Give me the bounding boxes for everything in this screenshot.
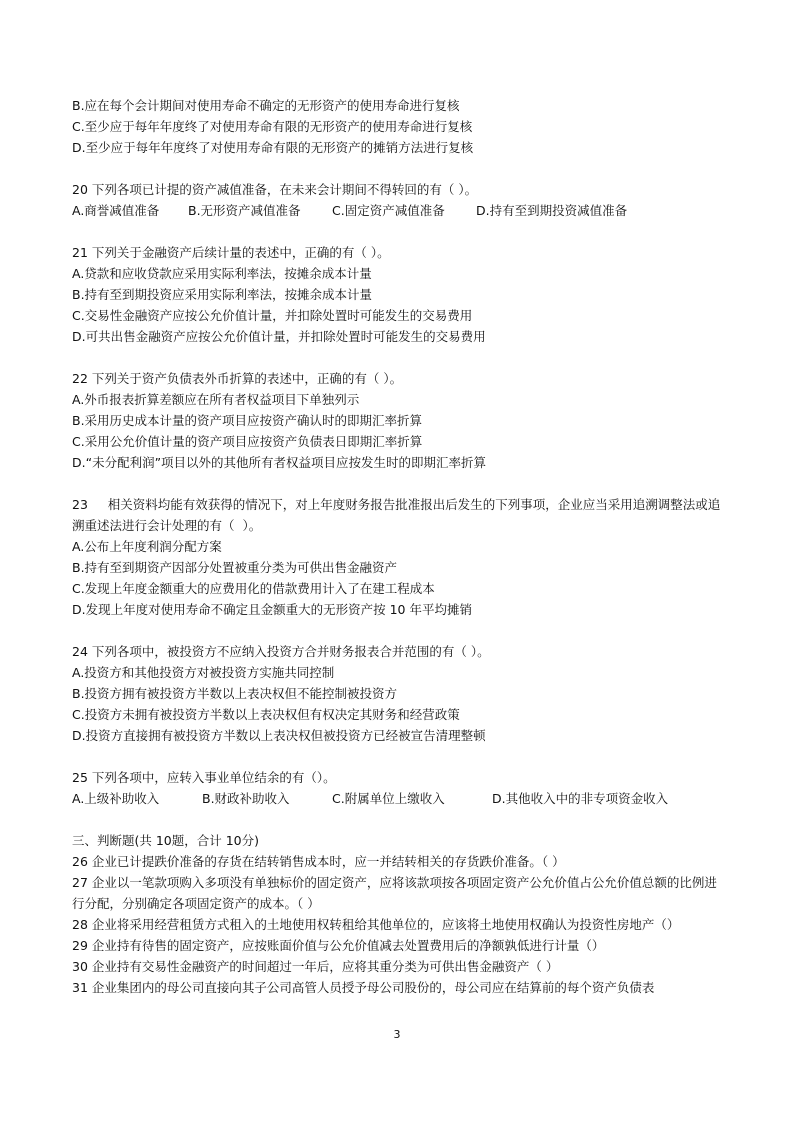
option-text: B.无形资产减值准备 — [188, 203, 301, 218]
option-text: C.至少应于每年年度终了对使用寿命有限的无形资产的使用寿命进行复核 — [72, 119, 473, 134]
option-text: A.上级补助收入 — [72, 791, 160, 806]
option-text: B.投资方拥有被投资方半数以上表决权但不能控制被投资方 — [72, 686, 398, 701]
judgment-item: 30 企业持有交易性金融资产的时间超过一年后，应将其重分类为可供出售金融资产（ ） — [72, 959, 559, 974]
section-title: 三、判断题(共 10题，合计 10分) — [72, 833, 260, 848]
judgment-item: 27 企业以一笔款项购入多项没有单独标价的固定资产，应将该款项按各项固定资产公允价值占公允价值总额的比例进行分配，分别确定各项固定资产的成本。（ ） — [72, 875, 717, 911]
option-text: D.投资方直接拥有被投资方半数以上表决权但被投资方已经被宣告清理整顿 — [72, 728, 486, 743]
option-text: C.交易性金融资产应按公允价值计量，并扣除处置时可能发生的交易费用 — [72, 308, 473, 323]
question-stem: 21 下列关于金融资产后续计量的表述中，正确的有（ ）。 — [72, 245, 390, 260]
question-24 — [72, 641, 726, 746]
page-number: 3 — [393, 1028, 401, 1041]
question-stem: 20 下列各项已计提的资产减值准备，在未来会计期间不得转回的有（ ）。 — [72, 182, 478, 197]
option-text: A.投资方和其他投资方对被投资方实施共同控制 — [72, 665, 335, 680]
option-text: D.可共出售金融资产应按公允价值计量，并扣除处置时可能发生的交易费用 — [72, 329, 486, 344]
option-text: B.持有至到期投资应采用实际利率法，按摊余成本计量 — [72, 287, 373, 302]
question-25 — [72, 767, 726, 809]
option-text: D.其他收入中的非专项资金收入 — [492, 791, 669, 806]
section-3-judgment — [72, 830, 726, 998]
option-text: C.附属单位上缴收入 — [332, 791, 445, 806]
option-text: A.商誉减值准备 — [72, 203, 160, 218]
option-text: B.财政补助收入 — [202, 791, 290, 806]
judgment-item: 31 企业集团内的母公司直接向其子公司高管人员授予母公司股份的，母公司应在结算前的每个资产负债表 — [72, 980, 655, 995]
option-text: B.采用历史成本计量的资产项目应按资产确认时的即期汇率折算 — [72, 413, 423, 428]
option-text: D.“未分配利润”项目以外的其他所有者权益项目应按发生时的即期汇率折算 — [72, 455, 487, 470]
question-stem: 25 下列各项中，应转入事业单位结余的有（）。 — [72, 770, 336, 785]
option-text: D.至少应于每年年度终了对使用寿命有限的无形资产的摊销方法进行复核 — [72, 140, 474, 155]
judgment-item: 28 企业将采用经营租赁方式租入的土地使用权转租给其他单位的，应该将土地使用权确认为投资性房地产（） — [72, 917, 680, 932]
question-20 — [72, 179, 726, 221]
option-text: C.采用公允价值计量的资产项目应按资产负债表日即期汇率折算 — [72, 434, 423, 449]
question-stem: 23 相关资料均能有效获得的情况下，对上年度财务报告批准报出后发生的下列事项，企业应当采用追溯调整法或追溯重述法进行会计处理的有（ ）。 — [72, 497, 721, 533]
option-text: B.应在每个会计期间对使用寿命不确定的无形资产的使用寿命进行复核 — [72, 98, 460, 113]
question-23 — [72, 494, 726, 620]
question-22 — [72, 368, 726, 473]
option-text: B.持有至到期资产因部分处置被重分类为可供出售金融资产 — [72, 560, 398, 575]
question-21 — [72, 242, 726, 347]
option-text: A.贷款和应收贷款应采用实际利率法，按摊余成本计量 — [72, 266, 372, 281]
page-content — [72, 95, 726, 998]
option-text: D.发现上年度对使用寿命不确定且金额重大的无形资产按 10 年平均摊销 — [72, 602, 472, 617]
question-19-options-continued — [72, 95, 726, 158]
option-text: C.固定资产减值准备 — [332, 203, 445, 218]
option-row — [72, 788, 726, 809]
option-text: C.投资方未拥有被投资方半数以上表决权但有权决定其财务和经营政策 — [72, 707, 460, 722]
option-row — [72, 200, 726, 221]
judgment-item: 26 企业已计提跌价准备的存货在结转销售成本时，应一并结转相关的存货跌价准备。（ ） — [72, 854, 565, 869]
option-text: A.外币报表折算差额应在所有者权益项目下单独列示 — [72, 392, 360, 407]
option-text: A.公布上年度利润分配方案 — [72, 539, 222, 554]
question-stem: 24 下列各项中，被投资方不应纳入投资方合并财务报表合并范围的有（ ）。 — [72, 644, 490, 659]
question-stem: 22 下列关于资产负债表外币折算的表述中，正确的有（ ）。 — [72, 371, 403, 386]
option-text: D.持有至到期投资减值准备 — [476, 203, 628, 218]
option-text: C.发现上年度金额重大的应费用化的借款费用计入了在建工程成本 — [72, 581, 435, 596]
judgment-item: 29 企业持有待售的固定资产，应按账面价值与公允价值减去处置费用后的净额孰低进行计量（） — [72, 938, 605, 953]
